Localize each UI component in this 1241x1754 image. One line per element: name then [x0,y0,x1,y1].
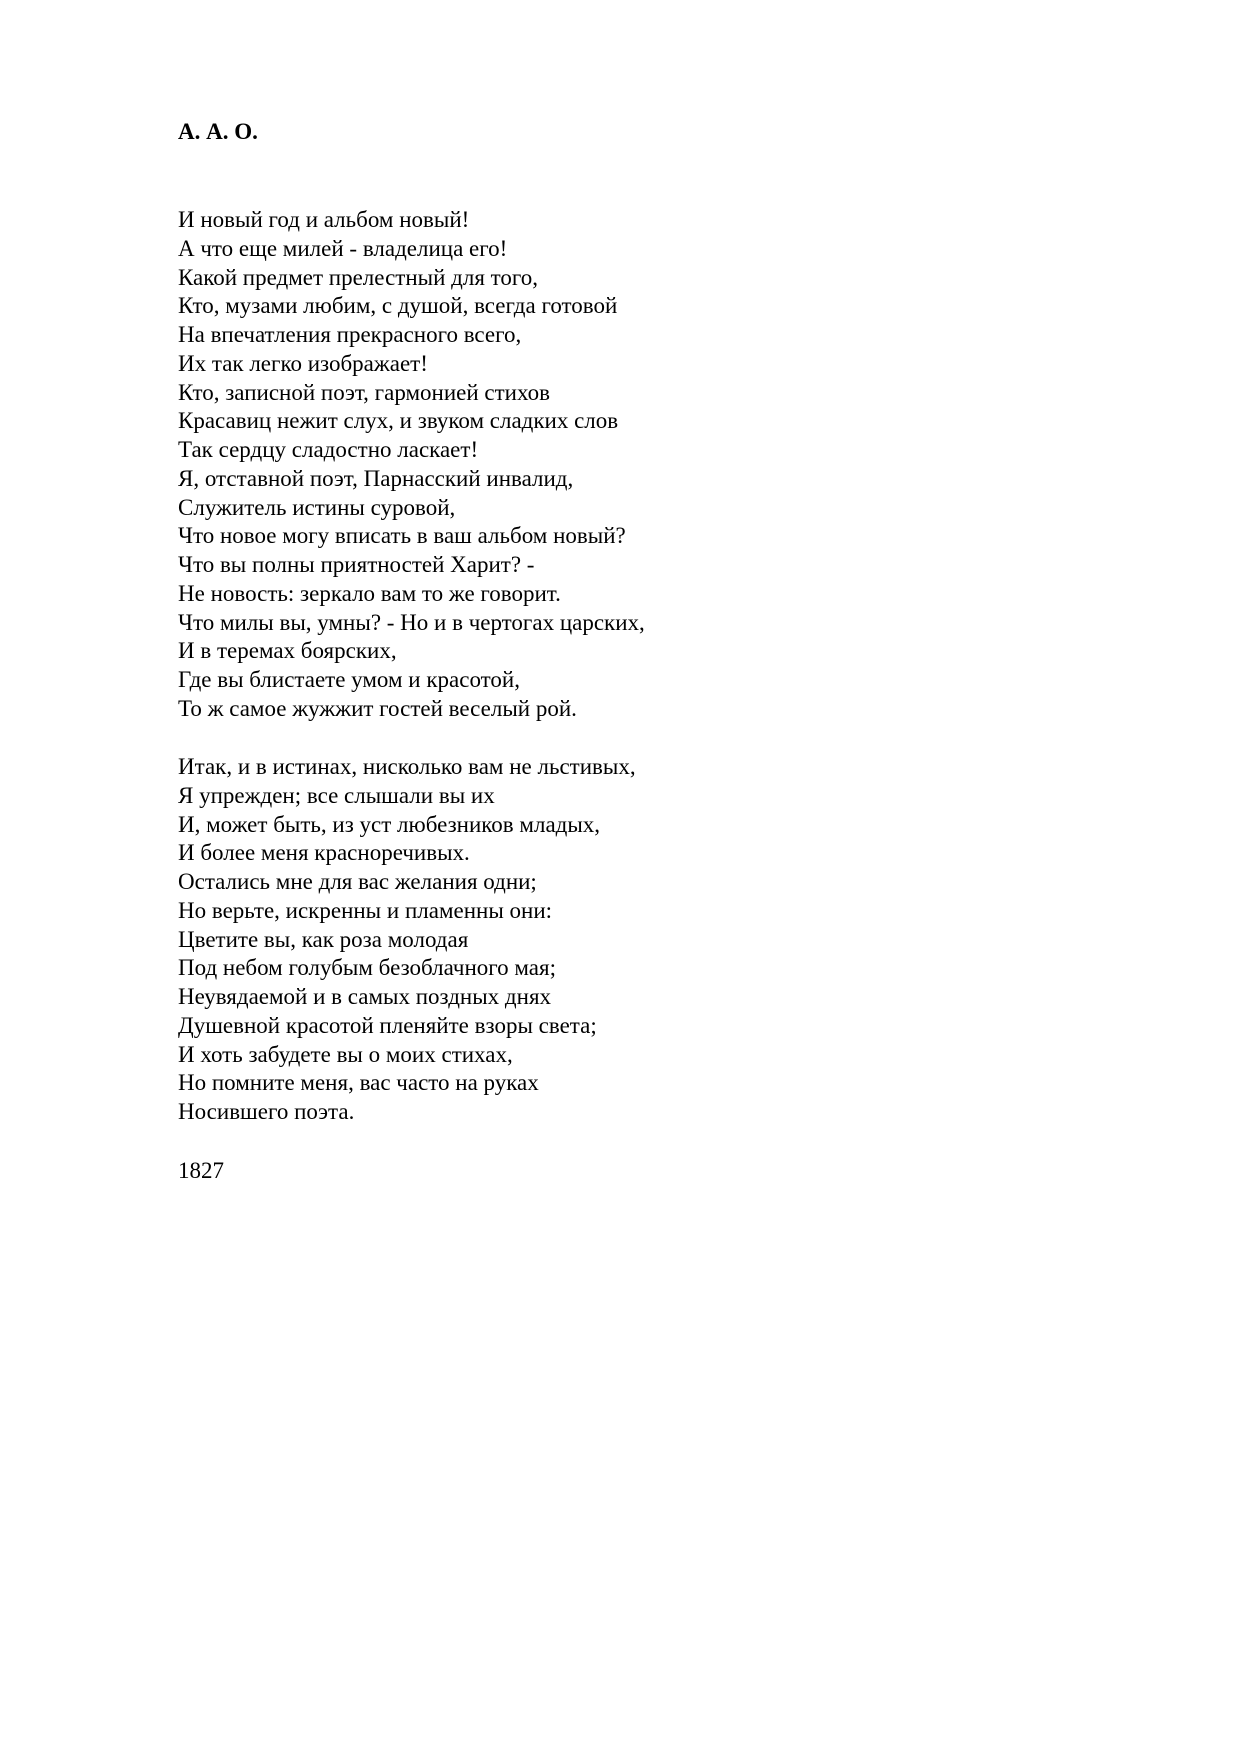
poem-line: На впечатления прекрасного всего, [178,322,522,347]
poem-title: А. А. О. [178,119,258,144]
poem-line: То ж самое жужжит гостей веселый рой. [178,695,577,721]
poem-line: Красавиц нежит слух, и звуком сладких слов [178,408,619,434]
poem-line: Служитель истины суровой, [178,494,456,520]
poem-line: Что милы вы, умны? - Но и в чертогах царских, [178,609,645,635]
poem-line: Но помните меня, вас часто на руках [178,1070,539,1096]
poem-line: Что вы полны приятностей Харит? - [178,552,535,577]
poem-line: Их так легко изображает! [178,350,428,376]
stanza-1 [178,206,645,724]
poem-line: И более меня красноречивых. [178,840,470,866]
poem-line: Носившего поэта. [178,1099,355,1124]
poem-line: И в теремах боярских, [178,638,397,664]
poem-line: И хоть забудете вы о моих стихах, [178,1041,513,1067]
poem-line: Так сердцу сладостно ласкает! [178,437,479,462]
poem-line: Цветите вы, как роза молодая [178,926,469,952]
poem-line: Какой предмет прелестный для того, [178,264,539,290]
poem-line: Итак, и в истинах, нисколько вам не льстивых, [178,754,636,779]
poem-line: Я, отставной поэт, Парнасский инвалид, [178,465,574,491]
poem-line: Кто, музами любим, с душой, всегда готовой [178,293,618,319]
poem-line: Остались мне для вас желания одни; [178,869,537,894]
poem-line: Что новое могу вписать в ваш альбом новый? [178,523,626,549]
poem-line: Где вы блистаете умом и красотой, [178,667,520,692]
poem-line: И новый год и альбом новый! [178,207,470,232]
stanza-2 [178,753,636,1127]
poem-line: Неувядаемой и в самых поздных днях [178,984,552,1009]
poem-line: И, может быть, из уст любезников младых, [178,811,601,837]
poem-line: Не новость: зеркало вам то же говорит. [178,580,561,606]
poem-line: Я упрежден; все слышали вы их [178,782,495,808]
poem-line: Но верьте, искренны и пламенны они: [178,897,553,923]
poem-line: Кто, записной поэт, гармонией стихов [178,379,550,405]
poem-line: А что еще милей - владелица его! [178,235,508,261]
poem-line: Под небом голубым безоблачного мая; [178,955,556,981]
poem-year: 1827 [178,1158,224,1183]
poem-line: Душевной красотой пленяйте взоры света; [178,1012,597,1038]
